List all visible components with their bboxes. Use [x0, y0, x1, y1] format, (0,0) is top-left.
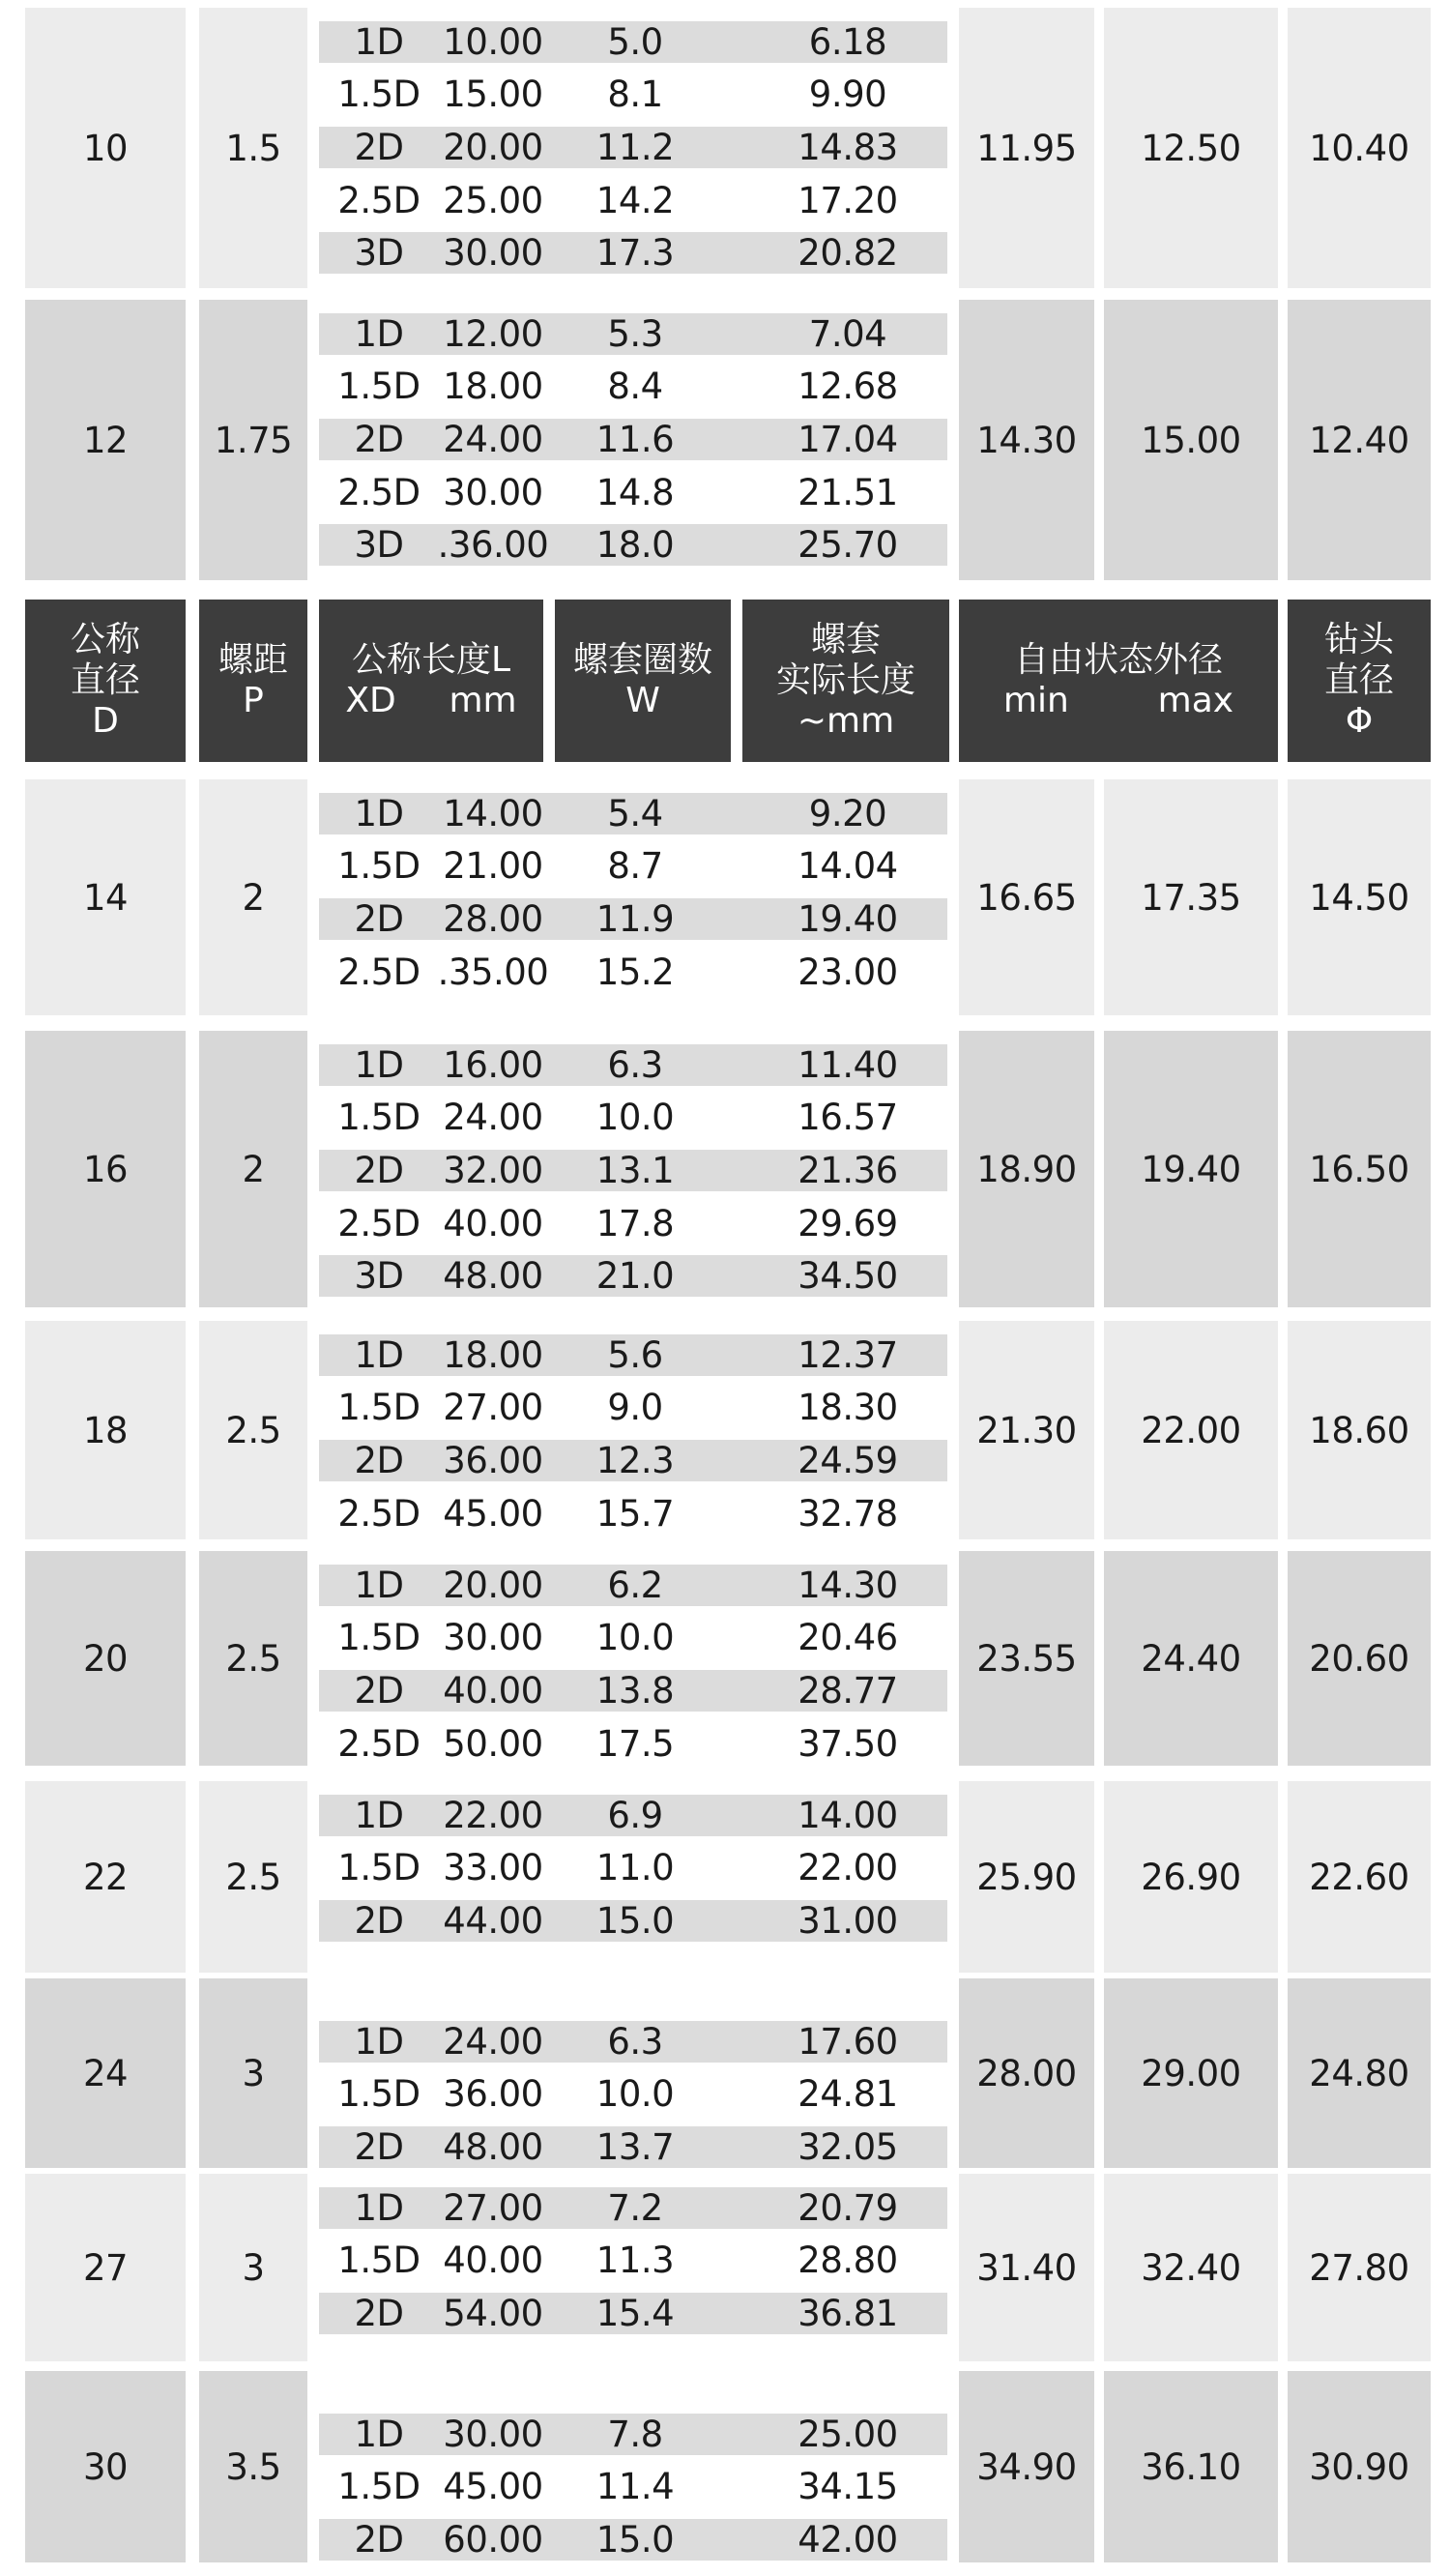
length-multiple: 2D [354, 897, 404, 940]
drill-diameter-cell: 10.40 [1288, 8, 1431, 288]
actual-length: 25.00 [798, 2413, 898, 2455]
pitch-cell: 1.5 [199, 8, 307, 288]
nominal-length-mm: 24.00 [443, 418, 543, 460]
coil-count: 15.0 [595, 2518, 675, 2561]
header-pitch-line: 螺距 [218, 640, 288, 680]
free-diameter-max-cell: 36.10 [1104, 2371, 1278, 2562]
nominal-length-mm: 45.00 [443, 2466, 543, 2508]
nominal-length-mm: 60.00 [443, 2518, 543, 2561]
free-diameter-max-cell: 12.50 [1104, 8, 1278, 288]
length-multiple: 2D [354, 1899, 404, 1942]
header-nominal-length-units [319, 681, 543, 721]
free-diameter-max-cell: 32.40 [1104, 2174, 1278, 2361]
pitch-cell: 2.5 [199, 1781, 307, 1973]
pitch-cell: 2.5 [199, 1321, 307, 1539]
nominal-length-mm: 12.00 [443, 312, 543, 355]
coil-count: 12.3 [595, 1439, 675, 1481]
header-free-diameter-unit: min [1002, 681, 1069, 720]
actual-length: 32.78 [798, 1492, 898, 1535]
coil-count: 11.0 [595, 1847, 675, 1889]
free-diameter-max-cell: 26.90 [1104, 1781, 1278, 1973]
header-actual-length-line: 螺套 [810, 620, 881, 659]
drill-diameter-cell: 14.50 [1288, 779, 1431, 1015]
pitch-cell: 2 [199, 1031, 307, 1307]
coil-count: 14.2 [595, 179, 675, 221]
nominal-length-mm: 16.00 [443, 1043, 543, 1086]
length-multiple: 1D [354, 312, 404, 355]
coil-count: 5.3 [607, 312, 663, 355]
length-multiple: 1D [354, 20, 404, 63]
free-diameter-min-cell: 11.95 [959, 8, 1094, 288]
length-multiple: 1.5D [337, 2239, 420, 2282]
header-actual-length-line: ~mm [797, 701, 895, 741]
length-multiple: 1D [354, 2020, 404, 2063]
coil-count: 11.3 [595, 2239, 675, 2282]
actual-length: 19.40 [798, 897, 898, 940]
header-free-diameter-line: 自由状态外径 [1013, 640, 1223, 680]
free-diameter-max-cell: 17.35 [1104, 779, 1278, 1015]
nominal-length-mm: 36.00 [443, 2073, 543, 2116]
nominal-length-mm: 30.00 [443, 1617, 543, 1659]
drill-diameter-cell: 20.60 [1288, 1551, 1431, 1766]
free-diameter-min-cell: 18.90 [959, 1031, 1094, 1307]
coil-count: 17.3 [595, 232, 675, 275]
header-nominal-diameter-line: 公称 [70, 620, 140, 659]
nominal-length-mm: 10.00 [443, 20, 543, 63]
actual-length: 36.81 [798, 2292, 898, 2334]
header-nominal-diameter-line: D [92, 701, 119, 741]
header-pitch-line: P [243, 681, 264, 720]
actual-length: 37.50 [798, 1722, 898, 1765]
nominal-length-mm: .35.00 [437, 951, 549, 993]
actual-length: 9.20 [808, 792, 887, 834]
actual-length: 20.46 [798, 1617, 898, 1659]
length-multiple: 2.5D [337, 1722, 420, 1765]
header-drill-diameter-line: Φ [1345, 701, 1374, 741]
nominal-length-mm: 28.00 [443, 897, 543, 940]
coil-count: 6.3 [607, 1043, 663, 1086]
pitch-cell: 3 [199, 1978, 307, 2168]
actual-length: 12.68 [798, 366, 898, 408]
actual-length: 25.70 [798, 524, 898, 567]
coil-count: 5.0 [607, 20, 663, 63]
length-multiple: 3D [354, 524, 404, 567]
free-diameter-min-cell: 23.55 [959, 1551, 1094, 1766]
pitch-cell: 2 [199, 779, 307, 1015]
header-coil-count [555, 600, 731, 762]
nominal-length-mm: 33.00 [443, 1847, 543, 1889]
coil-count: 10.0 [595, 1617, 675, 1659]
actual-length: 18.30 [798, 1387, 898, 1429]
actual-length: 28.77 [798, 1669, 898, 1712]
nominal-diameter-cell: 20 [25, 1551, 186, 1766]
nominal-length-mm: 50.00 [443, 1722, 543, 1765]
free-diameter-max-cell: 24.40 [1104, 1551, 1278, 1766]
drill-diameter-cell: 18.60 [1288, 1321, 1431, 1539]
actual-length: 17.04 [798, 418, 898, 460]
actual-length: 31.00 [798, 1899, 898, 1942]
actual-length: 17.20 [798, 179, 898, 221]
nominal-length-mm: 54.00 [443, 2292, 543, 2334]
coil-count: 6.3 [607, 2020, 663, 2063]
nominal-diameter-cell: 16 [25, 1031, 186, 1307]
actual-length: 17.60 [798, 2020, 898, 2063]
nominal-length-mm: 36.00 [443, 1439, 543, 1481]
nominal-length-mm: 14.00 [443, 792, 543, 834]
length-multiple: 1.5D [337, 1097, 420, 1139]
coil-count: 5.4 [607, 792, 663, 834]
free-diameter-max-cell: 19.40 [1104, 1031, 1278, 1307]
actual-length: 7.04 [808, 312, 887, 355]
actual-length: 14.00 [798, 1794, 898, 1836]
actual-length: 14.30 [798, 1564, 898, 1606]
nominal-diameter-cell: 18 [25, 1321, 186, 1539]
length-multiple: 2D [354, 1149, 404, 1191]
coil-count: 7.2 [607, 2186, 663, 2229]
length-multiple: 1.5D [337, 845, 420, 888]
length-multiple: 2D [354, 2292, 404, 2334]
actual-length: 24.59 [798, 1439, 898, 1481]
nominal-length-mm: 18.00 [443, 366, 543, 408]
free-diameter-min-cell: 16.65 [959, 779, 1094, 1015]
header-free-diameter [959, 600, 1278, 762]
coil-count: 15.2 [595, 951, 675, 993]
length-multiple: 2D [354, 2518, 404, 2561]
drill-diameter-cell: 24.80 [1288, 1978, 1431, 2168]
drill-diameter-cell: 27.80 [1288, 2174, 1431, 2361]
pitch-cell: 3.5 [199, 2371, 307, 2562]
nominal-diameter-cell: 14 [25, 779, 186, 1015]
header-drill-diameter [1288, 600, 1431, 762]
nominal-length-mm: 30.00 [443, 2413, 543, 2455]
actual-length: 21.36 [798, 1149, 898, 1191]
actual-length: 9.90 [808, 73, 887, 116]
free-diameter-max-cell: 22.00 [1104, 1321, 1278, 1539]
length-multiple: 1D [354, 1794, 404, 1836]
header-actual-length [742, 600, 949, 762]
nominal-diameter-cell: 12 [25, 300, 186, 580]
coil-count: 11.9 [595, 897, 675, 940]
pitch-cell: 1.75 [199, 300, 307, 580]
actual-length: 34.50 [798, 1255, 898, 1298]
coil-count: 15.4 [595, 2292, 675, 2334]
nominal-diameter-cell: 27 [25, 2174, 186, 2361]
free-diameter-min-cell: 21.30 [959, 1321, 1094, 1539]
nominal-length-mm: 44.00 [443, 1899, 543, 1942]
actual-length: 32.05 [798, 2125, 898, 2168]
coil-count: 21.0 [595, 1255, 675, 1298]
coil-count: 11.4 [595, 2466, 675, 2508]
free-diameter-max-cell: 29.00 [1104, 1978, 1278, 2168]
coil-count: 13.7 [595, 2125, 675, 2168]
actual-length: 24.81 [798, 2073, 898, 2116]
coil-count: 18.0 [595, 524, 675, 567]
coil-count: 17.8 [595, 1202, 675, 1244]
coil-count: 13.8 [595, 1669, 675, 1712]
nominal-length-mm: 40.00 [443, 1669, 543, 1712]
nominal-length-mm: 25.00 [443, 179, 543, 221]
coil-count: 9.0 [607, 1387, 663, 1429]
length-multiple: 2D [354, 418, 404, 460]
coil-count: 10.0 [595, 1097, 675, 1139]
length-multiple: 2D [354, 2125, 404, 2168]
nominal-diameter-cell: 22 [25, 1781, 186, 1973]
length-multiple: 1.5D [337, 1617, 420, 1659]
drill-diameter-cell: 12.40 [1288, 300, 1431, 580]
free-diameter-min-cell: 14.30 [959, 300, 1094, 580]
pitch-cell: 2.5 [199, 1551, 307, 1766]
header-nominal-diameter [25, 600, 186, 762]
nominal-diameter-cell: 24 [25, 1978, 186, 2168]
header-nominal-length-line: 公称长度L [351, 640, 511, 680]
free-diameter-min-cell: 31.40 [959, 2174, 1094, 2361]
free-diameter-min-cell: 34.90 [959, 2371, 1094, 2562]
drill-diameter-cell: 30.90 [1288, 2371, 1431, 2562]
drill-diameter-cell: 16.50 [1288, 1031, 1431, 1307]
nominal-length-mm: 20.00 [443, 1564, 543, 1606]
coil-count: 13.1 [595, 1149, 675, 1191]
coil-count: 17.5 [595, 1722, 675, 1765]
actual-length: 34.15 [798, 2466, 898, 2508]
length-multiple: 1.5D [337, 366, 420, 408]
header-free-diameter-units [959, 681, 1278, 721]
coil-count: 15.0 [595, 1899, 675, 1942]
nominal-length-mm: 32.00 [443, 1149, 543, 1191]
nominal-length-mm: 40.00 [443, 2239, 543, 2282]
length-multiple: 2.5D [337, 1202, 420, 1244]
nominal-length-mm: .36.00 [437, 524, 549, 567]
nominal-length-mm: 48.00 [443, 1255, 543, 1298]
length-multiple: 1.5D [337, 1387, 420, 1429]
length-multiple: 2.5D [337, 951, 420, 993]
length-multiple: 2D [354, 1439, 404, 1481]
actual-length: 20.79 [798, 2186, 898, 2229]
nominal-length-mm: 24.00 [443, 1097, 543, 1139]
length-multiple: 1.5D [337, 73, 420, 116]
nominal-length-mm: 22.00 [443, 1794, 543, 1836]
actual-length: 22.00 [798, 1847, 898, 1889]
header-nominal-length-unit: mm [449, 681, 517, 720]
actual-length: 11.40 [798, 1043, 898, 1086]
length-multiple: 1D [354, 2186, 404, 2229]
nominal-length-mm: 15.00 [443, 73, 543, 116]
actual-length: 42.00 [798, 2518, 898, 2561]
nominal-length-mm: 21.00 [443, 845, 543, 888]
free-diameter-max-cell: 15.00 [1104, 300, 1278, 580]
actual-length: 16.57 [798, 1097, 898, 1139]
header-actual-length-line: 实际长度 [775, 660, 915, 700]
length-multiple: 1D [354, 1043, 404, 1086]
actual-length: 23.00 [798, 951, 898, 993]
nominal-length-mm: 27.00 [443, 1387, 543, 1429]
length-multiple: 1D [354, 1564, 404, 1606]
nominal-length-mm: 48.00 [443, 2125, 543, 2168]
actual-length: 12.37 [798, 1333, 898, 1376]
coil-count: 15.7 [595, 1492, 675, 1535]
nominal-diameter-cell: 30 [25, 2371, 186, 2562]
nominal-length-mm: 45.00 [443, 1492, 543, 1535]
length-multiple: 2.5D [337, 179, 420, 221]
actual-length: 21.51 [798, 471, 898, 513]
length-multiple: 2.5D [337, 1492, 420, 1535]
free-diameter-min-cell: 25.90 [959, 1781, 1094, 1973]
length-multiple: 1.5D [337, 1847, 420, 1889]
header-pitch [199, 600, 307, 762]
free-diameter-min-cell: 28.00 [959, 1978, 1094, 2168]
header-coil-count-line: 螺套圈数 [572, 640, 712, 680]
header-free-diameter-unit: max [1157, 681, 1234, 720]
length-multiple: 1D [354, 2413, 404, 2455]
header-nominal-length [319, 600, 543, 762]
length-multiple: 3D [354, 1255, 404, 1298]
length-multiple: 1.5D [337, 2466, 420, 2508]
actual-length: 29.69 [798, 1202, 898, 1244]
header-nominal-diameter-line: 直径 [70, 660, 140, 700]
coil-count: 8.1 [607, 73, 663, 116]
nominal-length-mm: 40.00 [443, 1202, 543, 1244]
actual-length: 14.04 [798, 845, 898, 888]
coil-count: 5.6 [607, 1333, 663, 1376]
coil-count: 8.4 [607, 366, 663, 408]
coil-count: 6.9 [607, 1794, 663, 1836]
coil-count: 11.6 [595, 418, 675, 460]
actual-length: 28.80 [798, 2239, 898, 2282]
coil-count: 14.8 [595, 471, 675, 513]
pitch-cell: 3 [199, 2174, 307, 2361]
length-multiple: 3D [354, 232, 404, 275]
coil-count: 6.2 [607, 1564, 663, 1606]
nominal-length-mm: 18.00 [443, 1333, 543, 1376]
length-multiple: 1.5D [337, 2073, 420, 2116]
header-coil-count-line: W [625, 681, 660, 720]
nominal-length-mm: 24.00 [443, 2020, 543, 2063]
length-multiple: 2D [354, 126, 404, 168]
nominal-diameter-cell: 10 [25, 8, 186, 288]
nominal-length-mm: 30.00 [443, 232, 543, 275]
length-multiple: 1D [354, 1333, 404, 1376]
header-nominal-length-unit: XD [345, 681, 396, 720]
length-multiple: 2D [354, 1669, 404, 1712]
actual-length: 14.83 [798, 126, 898, 168]
header-drill-diameter-line: 直径 [1323, 660, 1394, 700]
actual-length: 6.18 [808, 20, 887, 63]
coil-count: 7.8 [607, 2413, 663, 2455]
nominal-length-mm: 20.00 [443, 126, 543, 168]
header-drill-diameter-line: 钻头 [1323, 620, 1394, 659]
actual-length: 20.82 [798, 232, 898, 275]
length-multiple: 2.5D [337, 471, 420, 513]
length-multiple: 1D [354, 792, 404, 834]
drill-diameter-cell: 22.60 [1288, 1781, 1431, 1973]
coil-count: 11.2 [595, 126, 675, 168]
coil-count: 8.7 [607, 845, 663, 888]
coil-count: 10.0 [595, 2073, 675, 2116]
nominal-length-mm: 27.00 [443, 2186, 543, 2229]
nominal-length-mm: 30.00 [443, 471, 543, 513]
